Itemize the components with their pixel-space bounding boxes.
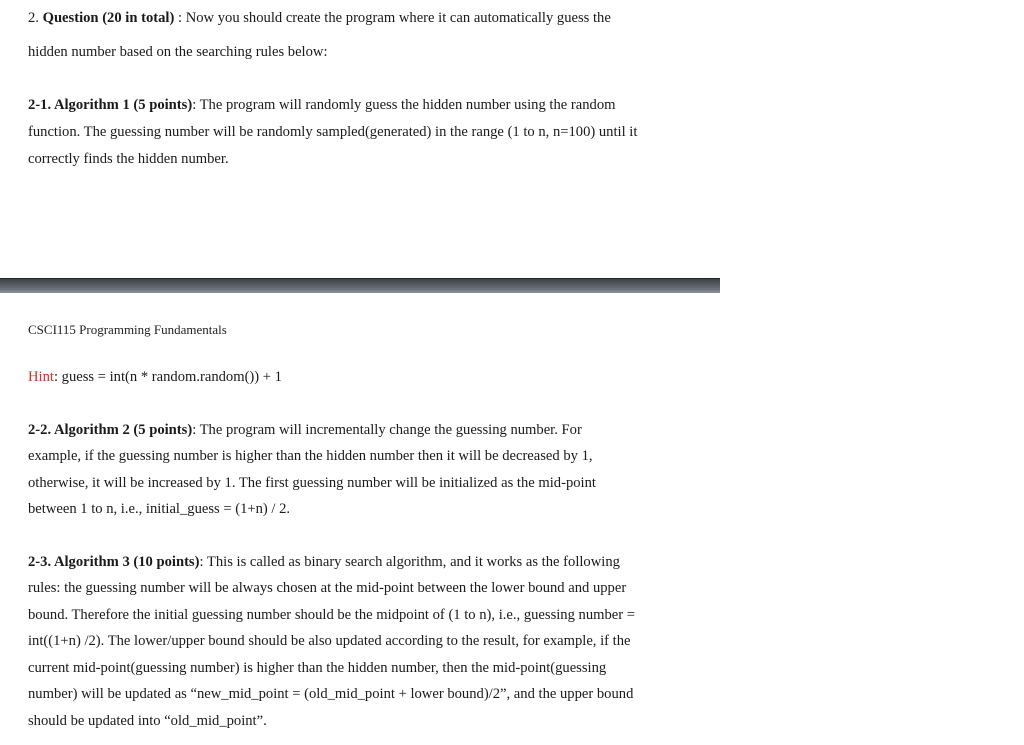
hint-code: : guess = int(n * random.random()) + 1 [53,369,282,385]
algorithm3-text: : This is called as binary search algorithm, and it works as the following [199,554,620,570]
algorithm3-line7: should be updated into “old_mid_point”. [28,713,267,729]
question-text-line2: hidden number based on the searching rules below: [28,44,328,60]
algorithm2-line1 [28,422,582,439]
algorithm1-line3: correctly finds the hidden number. [28,151,229,167]
page-break-divider [0,278,720,293]
algorithm1-line2: function. The guessing number will be randomly sampled(generated) in the range (1 to n, n=100) until it [28,124,638,140]
page-header: CSCI115 Programming Fundamentals [28,322,227,337]
question-number: 2. [28,10,43,26]
algorithm2-text: : The program will incrementally change the guessing number. For [192,422,582,438]
algorithm3-line3: bound. Therefore the initial guessing number should be the midpoint of (1 to n), i.e., guessing number = [28,607,636,623]
algorithm3-line6: number) will be updated as “new_mid_point = (old_mid_point + lower bound)/2”, and the upper bound [28,686,634,702]
algorithm1-text: : The program will randomly guess the hidden number using the random [192,97,616,113]
algorithm3-title: 2-3. Algorithm 3 (10 points) [28,554,200,570]
question-title: Question (20 in total) [42,10,175,26]
question-text: : Now you should create the program where it can automatically guess the [174,10,611,26]
algorithm1-line1 [28,97,615,114]
algorithm3-line1 [28,554,620,571]
algorithm2-line2: example, if the guessing number is higher than the hidden number then it will be decreased by 1, [28,448,593,464]
hint-label: Hint [28,369,54,385]
algorithm2-line4: between 1 to n, i.e., initial_guess = (1+n) / 2. [28,501,291,517]
algorithm3-line4: int((1+n) /2). The lower/upper bound should be also updated according to the result, for example, if the [28,633,631,649]
question-heading [28,10,611,27]
algorithm2-title: 2-2. Algorithm 2 (5 points) [28,422,193,438]
algorithm2-line3: otherwise, it will be increased by 1. The first guessing number will be initialized as the mid-point [28,475,596,491]
algorithm3-line2: rules: the guessing number will be always chosen at the mid-point between the lower bound and upper [28,580,627,596]
algorithm1-title: 2-1. Algorithm 1 (5 points) [28,97,193,113]
hint-line [28,369,282,386]
algorithm3-line5: current mid-point(guessing number) is higher than the hidden number, then the mid-point(guessing [28,660,607,676]
